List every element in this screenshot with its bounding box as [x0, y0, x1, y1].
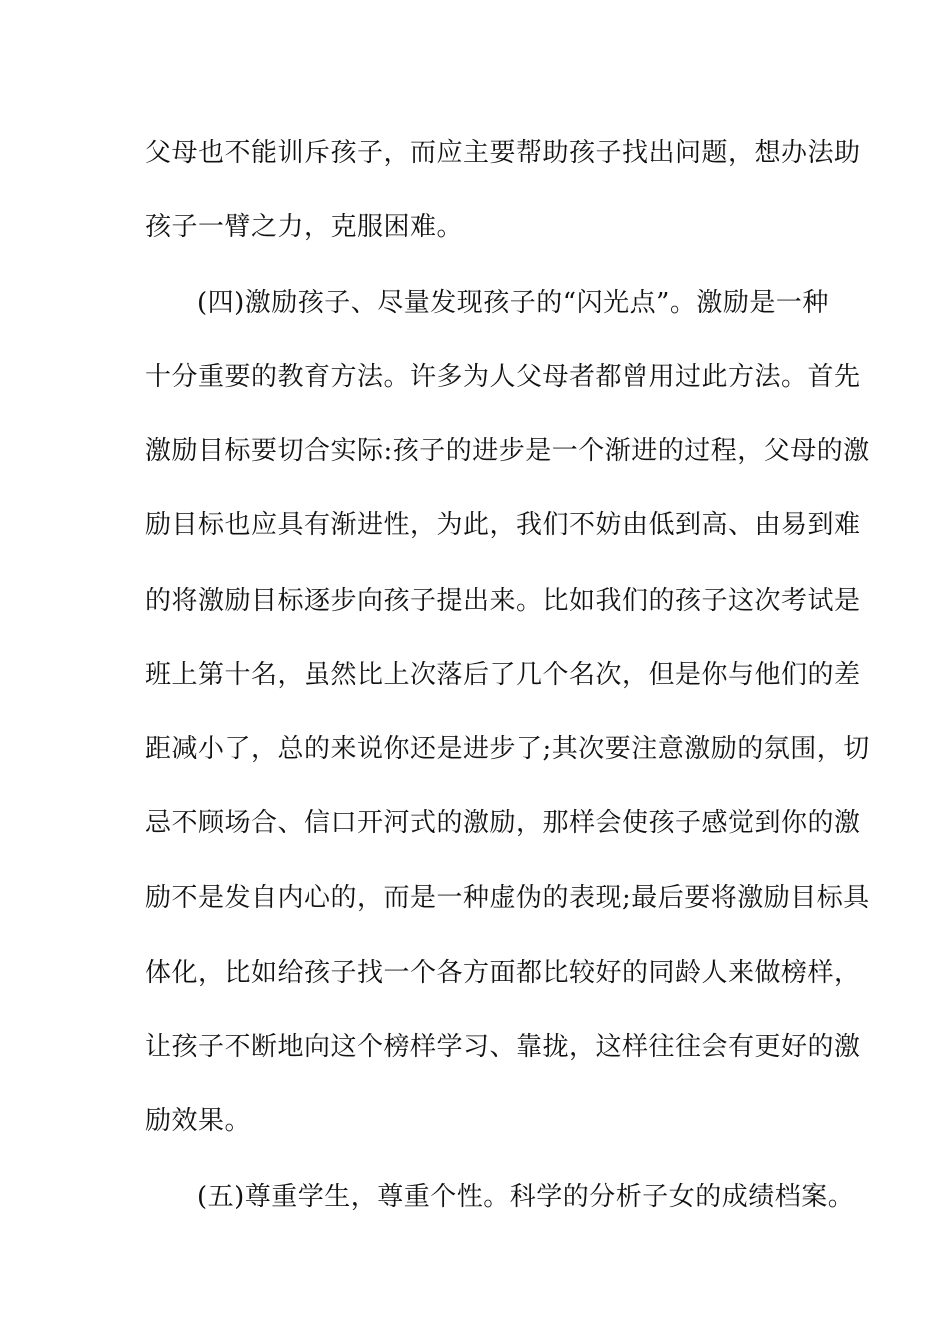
text-line: 十分重要的教育方法。许多为人父母者都曾用过此方法。首先	[145, 362, 861, 392]
text-line: 忌不顾场合、信口开河式的激励，那样会使孩子感觉到你的激	[145, 808, 861, 838]
text-line: 励目标也应具有渐进性，为此，我们不妨由低到高、由易到难	[145, 510, 861, 540]
text-line: 的将激励目标逐步向孩子提出来。比如我们的孩子这次考试是	[145, 586, 861, 616]
text-line: 体化，比如给孩子找一个各方面都比较好的同龄人来做榜样，	[145, 958, 861, 988]
text-line: 励效果。	[145, 1106, 252, 1136]
text-line: 孩子一臂之力，克服困难。	[145, 212, 464, 242]
text-line: 激励目标要切合实际:孩子的进步是一个渐进的过程，父母的激	[145, 436, 870, 466]
text-line: 父母也不能训斥孩子，而应主要帮助孩子找出问题，想办法助	[145, 138, 861, 168]
text-line: 班上第十名，虽然比上次落后了几个名次，但是你与他们的差	[145, 660, 861, 690]
text-line: 距减小了，总的来说你还是进步了;其次要注意激励的氛围，切	[145, 734, 870, 764]
paragraph-heading-5: (五)尊重学生，尊重个性。科学的分析子女的成绩档案。	[197, 1182, 855, 1212]
text-line: 励不是发自内心的，而是一种虚伪的表现;最后要将激励目标具	[145, 883, 870, 913]
text-line: 让孩子不断地向这个榜样学习、靠拢，这样往往会有更好的激	[145, 1032, 861, 1062]
paragraph-heading-4: (四)激励孩子、尽量发现孩子的“闪光点”。激励是一种	[197, 288, 829, 318]
